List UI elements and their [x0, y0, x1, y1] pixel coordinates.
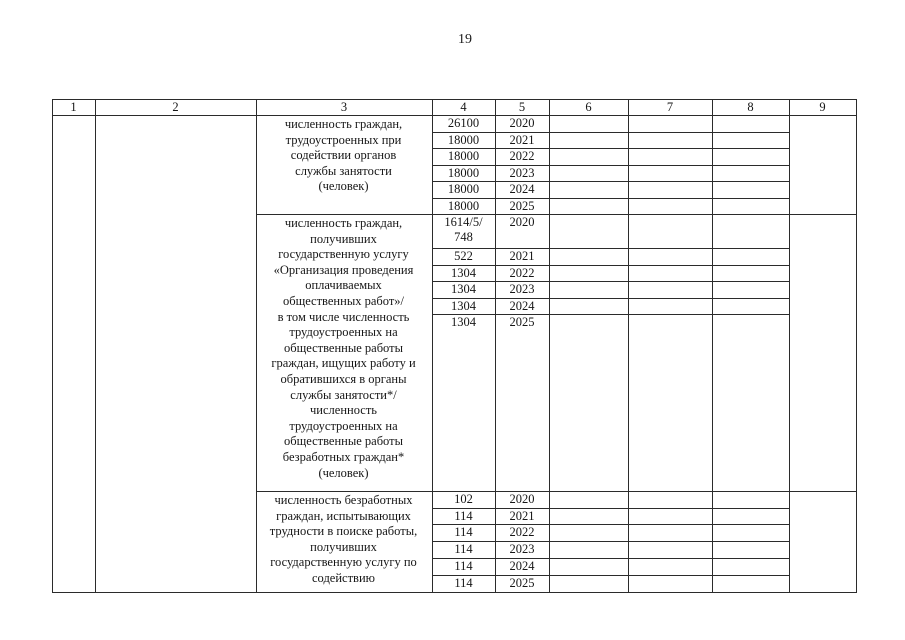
year-cell: 2025 [509, 199, 535, 213]
description-line: службы занятости*/ [290, 387, 397, 402]
table-rule [549, 99, 550, 593]
indicator-description [256, 117, 431, 195]
value-cell: 18000 [447, 149, 480, 163]
description-line: содействии органов [290, 148, 397, 163]
value-cell: 1304 [451, 299, 476, 313]
description-line: численность граждан, [284, 117, 403, 131]
year-cell: 2021 [509, 509, 535, 523]
value-cell: 522 [454, 249, 473, 263]
indicator-description [256, 493, 431, 587]
year-cell: 2020 [509, 116, 535, 130]
header-cell-1: 1 [70, 100, 77, 114]
table-rule [52, 99, 53, 593]
value-cell: 18000 [447, 199, 480, 213]
year-cell: 2023 [509, 166, 535, 180]
description-line: трудоустроенных при [285, 132, 402, 147]
value-cell: 114 [454, 542, 473, 556]
header-cell-3: 3 [340, 100, 348, 114]
header-cell-2: 2 [172, 100, 179, 114]
description-line: обратившихся в органы [280, 371, 407, 386]
description-line: службы занятости [295, 163, 392, 178]
year-cell: 2023 [509, 282, 535, 296]
header-cell-7: 7 [666, 100, 674, 114]
value-cell: 18000 [447, 133, 480, 147]
value-cell: 26100 [447, 116, 480, 130]
year-cell: 2020 [509, 492, 535, 506]
table-rule [628, 99, 629, 593]
header-cell-5: 5 [518, 100, 526, 114]
description-line: (человек) [318, 179, 369, 194]
table-rule [856, 99, 857, 593]
value-cell: 102 [454, 492, 473, 506]
description-line: общественные работы [283, 434, 404, 449]
description-line: оплачиваемых [305, 278, 382, 293]
year-cell: 2024 [509, 182, 535, 196]
description-line: трудоустроенных на [289, 325, 398, 340]
description-line: численность граждан, [284, 216, 403, 230]
description-line: «Организация проведения [273, 262, 414, 277]
description-line: получивших [310, 539, 377, 554]
data-table [52, 99, 856, 592]
value-cell: 18000 [447, 182, 480, 196]
year-cell: 2020 [509, 215, 535, 229]
description-line: получивших [310, 231, 377, 246]
value-cell: 1304 [451, 315, 476, 329]
value-cell: 1614/5/ 748 [444, 215, 483, 244]
value-cell: 114 [454, 525, 473, 539]
description-line: численность [310, 403, 377, 418]
description-line: (человек) [318, 465, 369, 480]
description-line: общественных работ»/ [282, 293, 405, 308]
value-cell: 114 [454, 559, 473, 573]
header-cell-6: 6 [585, 100, 592, 114]
description-line: общественные работы [283, 340, 404, 355]
value-cell: 1304 [451, 282, 476, 296]
description-line: численность безработных [274, 493, 413, 507]
page-number: 19 [458, 32, 472, 47]
description-line: граждан, испытывающих [276, 508, 411, 523]
year-cell: 2021 [509, 249, 535, 263]
header-cell-4: 4 [460, 100, 467, 114]
description-line: безработных граждан* [282, 449, 405, 464]
table-rule [789, 99, 790, 593]
description-line: трудности в поиске работы, [269, 524, 418, 539]
year-cell: 2022 [509, 525, 535, 539]
description-line: граждан, ищущих работу и [271, 356, 416, 371]
header-cell-8: 8 [747, 100, 754, 114]
value-cell: 114 [454, 509, 473, 523]
year-cell: 2024 [509, 299, 535, 313]
year-cell: 2025 [509, 576, 535, 590]
year-cell: 2025 [509, 315, 535, 329]
year-cell: 2024 [509, 559, 535, 573]
table-rule [712, 99, 713, 593]
table-rule [256, 491, 856, 492]
year-cell: 2022 [509, 266, 535, 280]
table-rule [95, 99, 96, 593]
header-cell-9: 9 [819, 100, 826, 114]
table-rule [256, 214, 856, 215]
year-cell: 2022 [509, 149, 535, 163]
value-cell: 18000 [447, 166, 480, 180]
description-line: государственную услугу по [270, 555, 417, 570]
indicator-description [256, 216, 431, 481]
description-line: содействию [312, 570, 375, 585]
year-cell: 2023 [509, 542, 535, 556]
value-cell: 1304 [451, 266, 476, 280]
value-cell: 114 [454, 576, 473, 590]
year-cell: 2021 [509, 133, 535, 147]
table-rule [52, 592, 856, 593]
description-line: государственную услугу [278, 247, 409, 262]
description-line: в том числе численность [277, 309, 410, 324]
description-line: трудоустроенных на [289, 418, 398, 433]
